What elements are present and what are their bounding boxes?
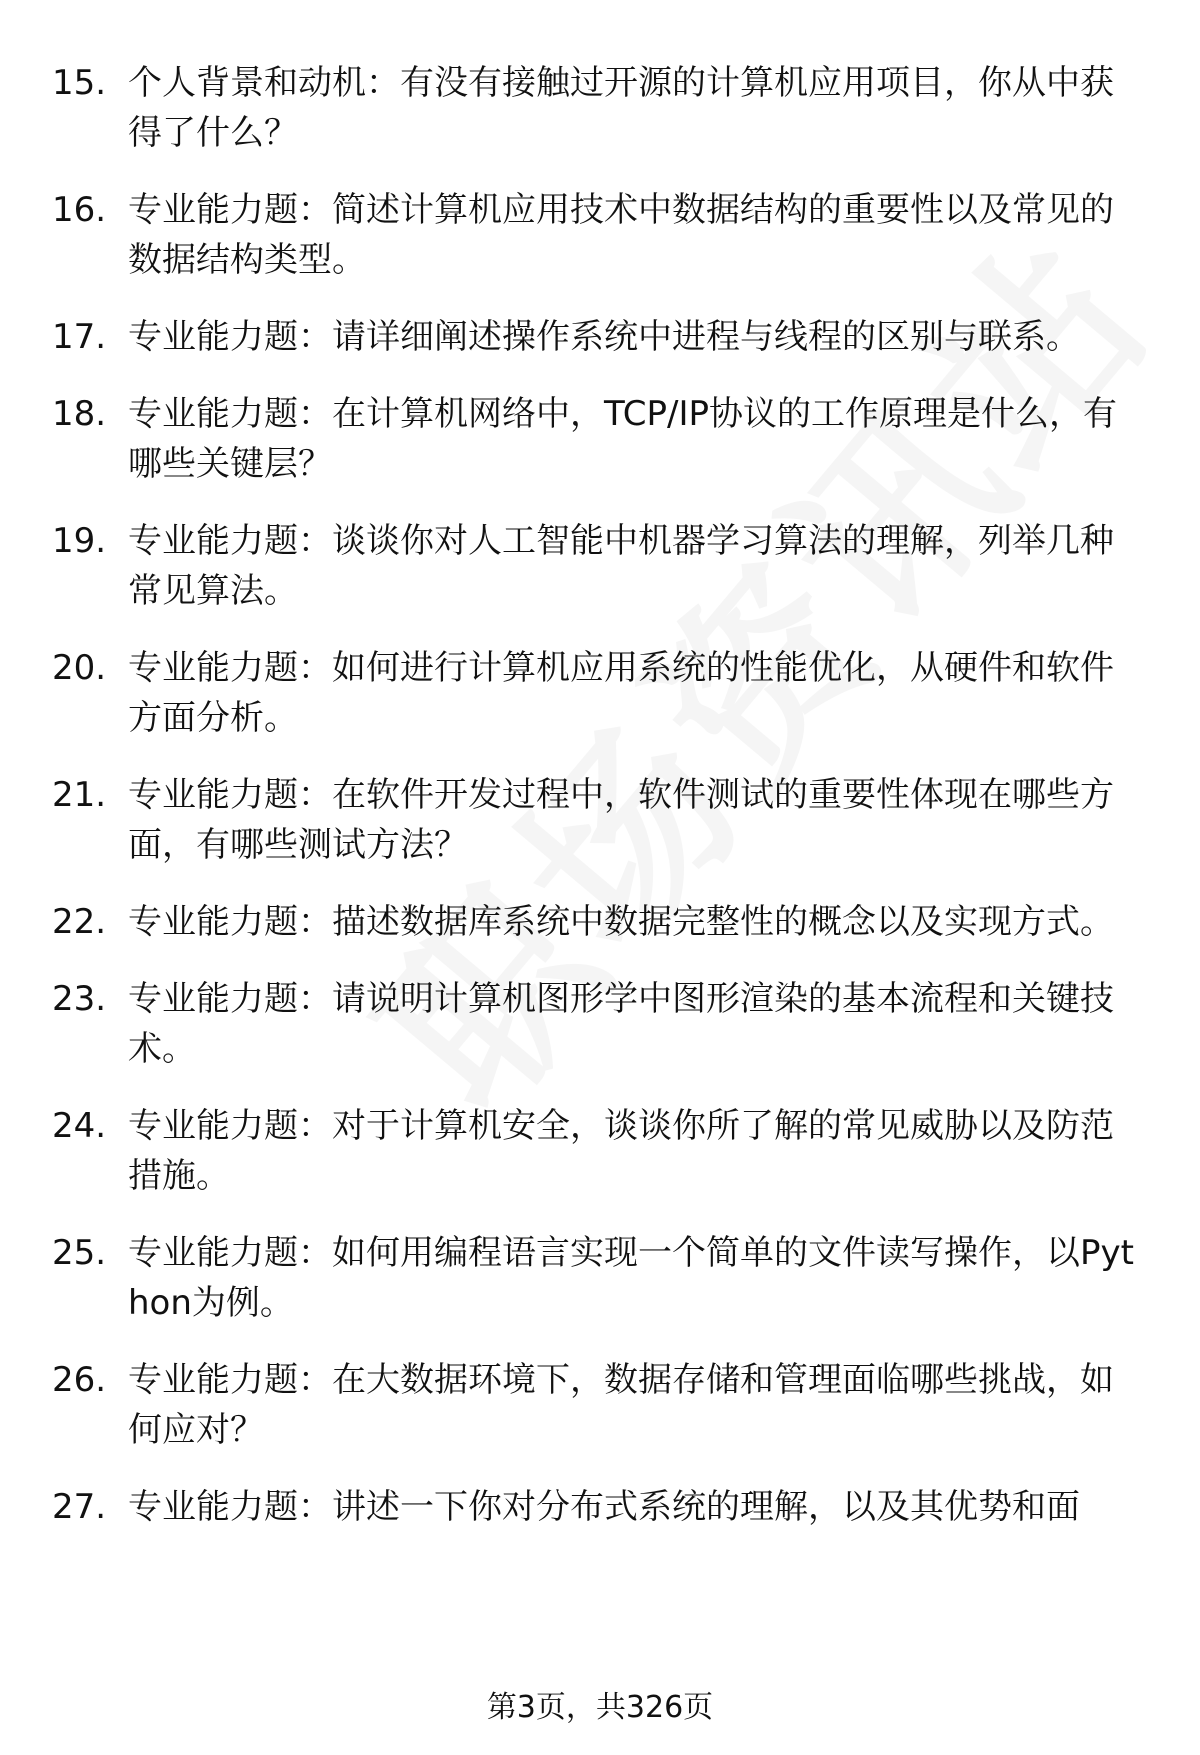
list-item <box>52 1101 1152 1201</box>
list-item <box>52 974 1152 1074</box>
item-number: 20. <box>52 648 107 688</box>
list-item <box>52 185 1152 285</box>
list-item <box>52 770 1152 870</box>
item-text: 个人背景和动机：有没有接触过开源的计算机应用项目，你从中获得了什么？ <box>128 63 1114 153</box>
list-item <box>52 58 1152 158</box>
item-number: 25. <box>52 1233 107 1273</box>
page-footer: 第3页，共326页 <box>486 1690 714 1725</box>
item-number: 16. <box>52 190 107 230</box>
item-text: 专业能力题：在大数据环境下，数据存储和管理面临哪些挑战，如何应对？ <box>128 1360 1114 1450</box>
list-item <box>52 1228 1152 1328</box>
item-number: 17. <box>52 317 107 357</box>
item-number: 27. <box>52 1487 107 1527</box>
item-text: 专业能力题：谈谈你对人工智能中机器学习算法的理解，列举几种常见算法。 <box>128 521 1114 611</box>
list-item <box>52 389 1152 489</box>
list-item <box>52 312 1152 362</box>
item-number: 22. <box>52 902 107 942</box>
item-number: 19. <box>52 521 107 561</box>
list-item <box>52 643 1152 743</box>
item-number: 23. <box>52 979 107 1019</box>
item-text: 专业能力题：描述数据库系统中数据完整性的概念以及实现方式。 <box>128 902 1114 942</box>
list-item <box>52 516 1152 616</box>
item-text: 专业能力题：在软件开发过程中，软件测试的重要性体现在哪些方面，有哪些测试方法？ <box>128 775 1114 865</box>
list-item <box>52 897 1152 947</box>
item-text: 专业能力题：在计算机网络中，TCP/IP协议的工作原理是什么，有哪些关键层？ <box>128 394 1118 484</box>
item-text: 专业能力题：简述计算机应用技术中数据结构的重要性以及常见的数据结构类型。 <box>128 190 1114 280</box>
item-text: 专业能力题：请说明计算机图形学中图形渲染的基本流程和关键技术。 <box>128 979 1114 1069</box>
item-text: 专业能力题：如何进行计算机应用系统的性能优化，从硬件和软件方面分析。 <box>128 648 1114 738</box>
item-text: 专业能力题：请详细阐述操作系统中进程与线程的区别与联系。 <box>128 317 1080 357</box>
list-item <box>52 1482 1152 1532</box>
list-item <box>52 1355 1152 1455</box>
item-number: 26. <box>52 1360 107 1400</box>
question-list <box>52 58 1152 1559</box>
item-text: 专业能力题：如何用编程语言实现一个简单的文件读写操作，以Python为例。 <box>128 1233 1134 1323</box>
item-number: 21. <box>52 775 107 815</box>
item-text: 专业能力题：讲述一下你对分布式系统的理解，以及其优势和面 <box>128 1487 1080 1527</box>
item-number: 18. <box>52 394 107 434</box>
item-number: 24. <box>52 1106 107 1146</box>
item-number: 15. <box>52 63 107 103</box>
item-text: 专业能力题：对于计算机安全，谈谈你所了解的常见威胁以及防范措施。 <box>128 1106 1114 1196</box>
